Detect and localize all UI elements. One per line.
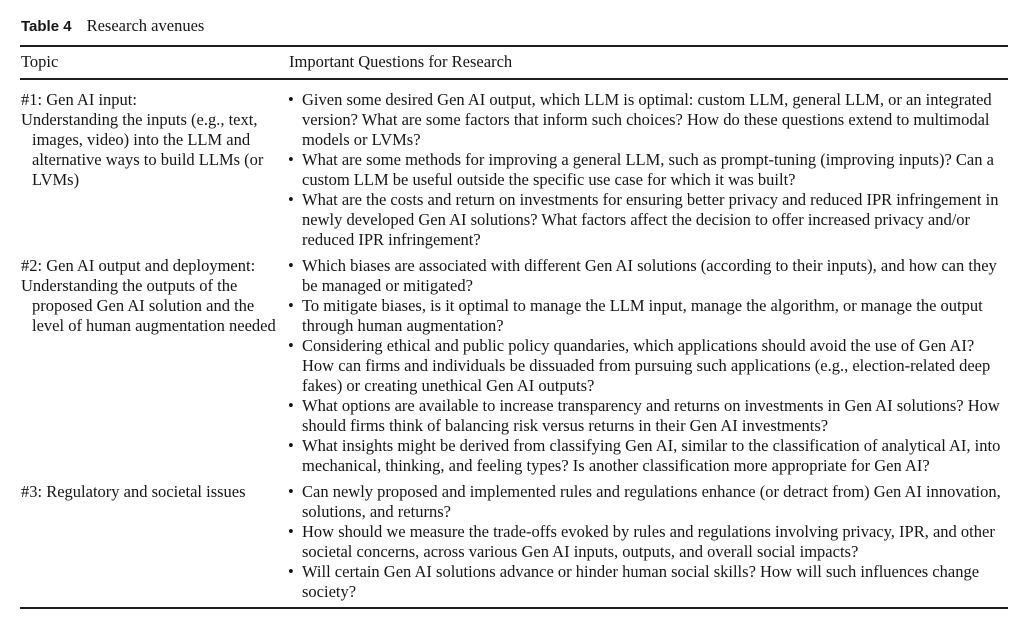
question-item [288,90,1008,150]
question-item [288,396,1008,436]
questions-cell [288,90,1008,250]
bullet-icon: • [288,522,294,541]
question-item [288,436,1008,476]
topic-title: #1: Gen AI input: [21,90,137,109]
table-row [21,256,1008,476]
bullet-icon: • [288,336,294,355]
bullet-icon: • [288,436,294,455]
question-text: What insights might be derived from classifying Gen AI, similar to the classification of analytical AI, into mechanical, thinking, and feeling types? Is another classification more appropriate for Gen AI? [302,436,1001,475]
table-row [21,90,1008,250]
question-item [288,562,1008,602]
topic-cell [21,482,288,602]
topic-description: Understanding the inputs (e.g., text, images, video) into the LLM and alternative ways to build LLMs (or LVMs) [21,110,264,189]
topic-description: Understanding the outputs of the proposed Gen AI solution and the level of human augmentation needed [21,276,276,335]
table-header-row [20,47,1008,78]
topic-cell [21,256,288,476]
table-caption [21,16,1008,36]
bullet-icon: • [288,296,294,315]
bullet-icon: • [288,90,294,109]
question-item [288,190,1008,250]
question-text: Considering ethical and public policy quandaries, which applications should avoid the use of Gen AI? How can firms and individuals be dissuaded from pursuing such applications (e.g., election-related deep fakes) or creating unethical Gen AI outputs? [302,336,991,395]
column-header-topic: Topic [21,52,59,71]
question-item [288,482,1008,522]
table-caption-label: Table 4 [21,18,72,35]
column-header-questions: Important Questions for Research [289,52,513,71]
bullet-icon: • [288,256,294,275]
question-item [288,336,1008,396]
question-item [288,256,1008,296]
topic-title: #2: Gen AI output and deployment: [21,256,256,275]
bullet-icon: • [288,150,294,169]
question-text: What are some methods for improving a general LLM, such as prompt-tuning (improving inputs)? Can a custom LLM be useful outside the specific use case for which it was built? [302,150,994,189]
question-item [288,522,1008,562]
table-caption-text: Research avenues [86,16,205,35]
question-text: Will certain Gen AI solutions advance or hinder human social skills? How will such influences change society? [302,562,980,601]
topic-cell [21,90,288,250]
question-text: Can newly proposed and implemented rules and regulations enhance (or detract from) Gen AI innovation, solutions, and returns? [302,482,1001,521]
bullet-icon: • [288,396,294,415]
question-text: Given some desired Gen AI output, which LLM is optimal: custom LLM, general LLM, or an integrated version? What are some factors that inform such choices? How do these questions extend to multimodal models or LVMs? [302,90,992,149]
bullet-icon: • [288,482,294,501]
bullet-icon: • [288,562,294,581]
table-body [20,80,1008,607]
question-text: Which biases are associated with different Gen AI solutions (according to their inputs), and how can they be managed or mitigated? [302,256,997,295]
questions-cell [288,256,1008,476]
question-item [288,296,1008,336]
topic-title: #3: Regulatory and societal issues [21,482,246,501]
bottom-rule [20,607,1008,609]
question-text: What options are available to increase transparency and returns on investments in Gen AI solutions? How should firms think of balancing risk versus returns in their Gen AI investments? [302,396,1000,435]
table-row [21,482,1008,602]
bullet-icon: • [288,190,294,209]
question-text: What are the costs and return on investments for ensuring better privacy and reduced IPR infringement in newly developed Gen AI solutions? What factors affect the decision to offer increased privacy and/or reduced IPR infringement? [302,190,999,249]
question-item [288,150,1008,190]
questions-cell [288,482,1008,602]
question-text: How should we measure the trade-offs evoked by rules and regulations involving privacy, IPR, and other societal concerns, across various Gen AI inputs, outputs, and overall social impacts? [302,522,995,561]
question-text: To mitigate biases, is it optimal to manage the LLM input, manage the algorithm, or manage the output through human augmentation? [302,296,983,335]
